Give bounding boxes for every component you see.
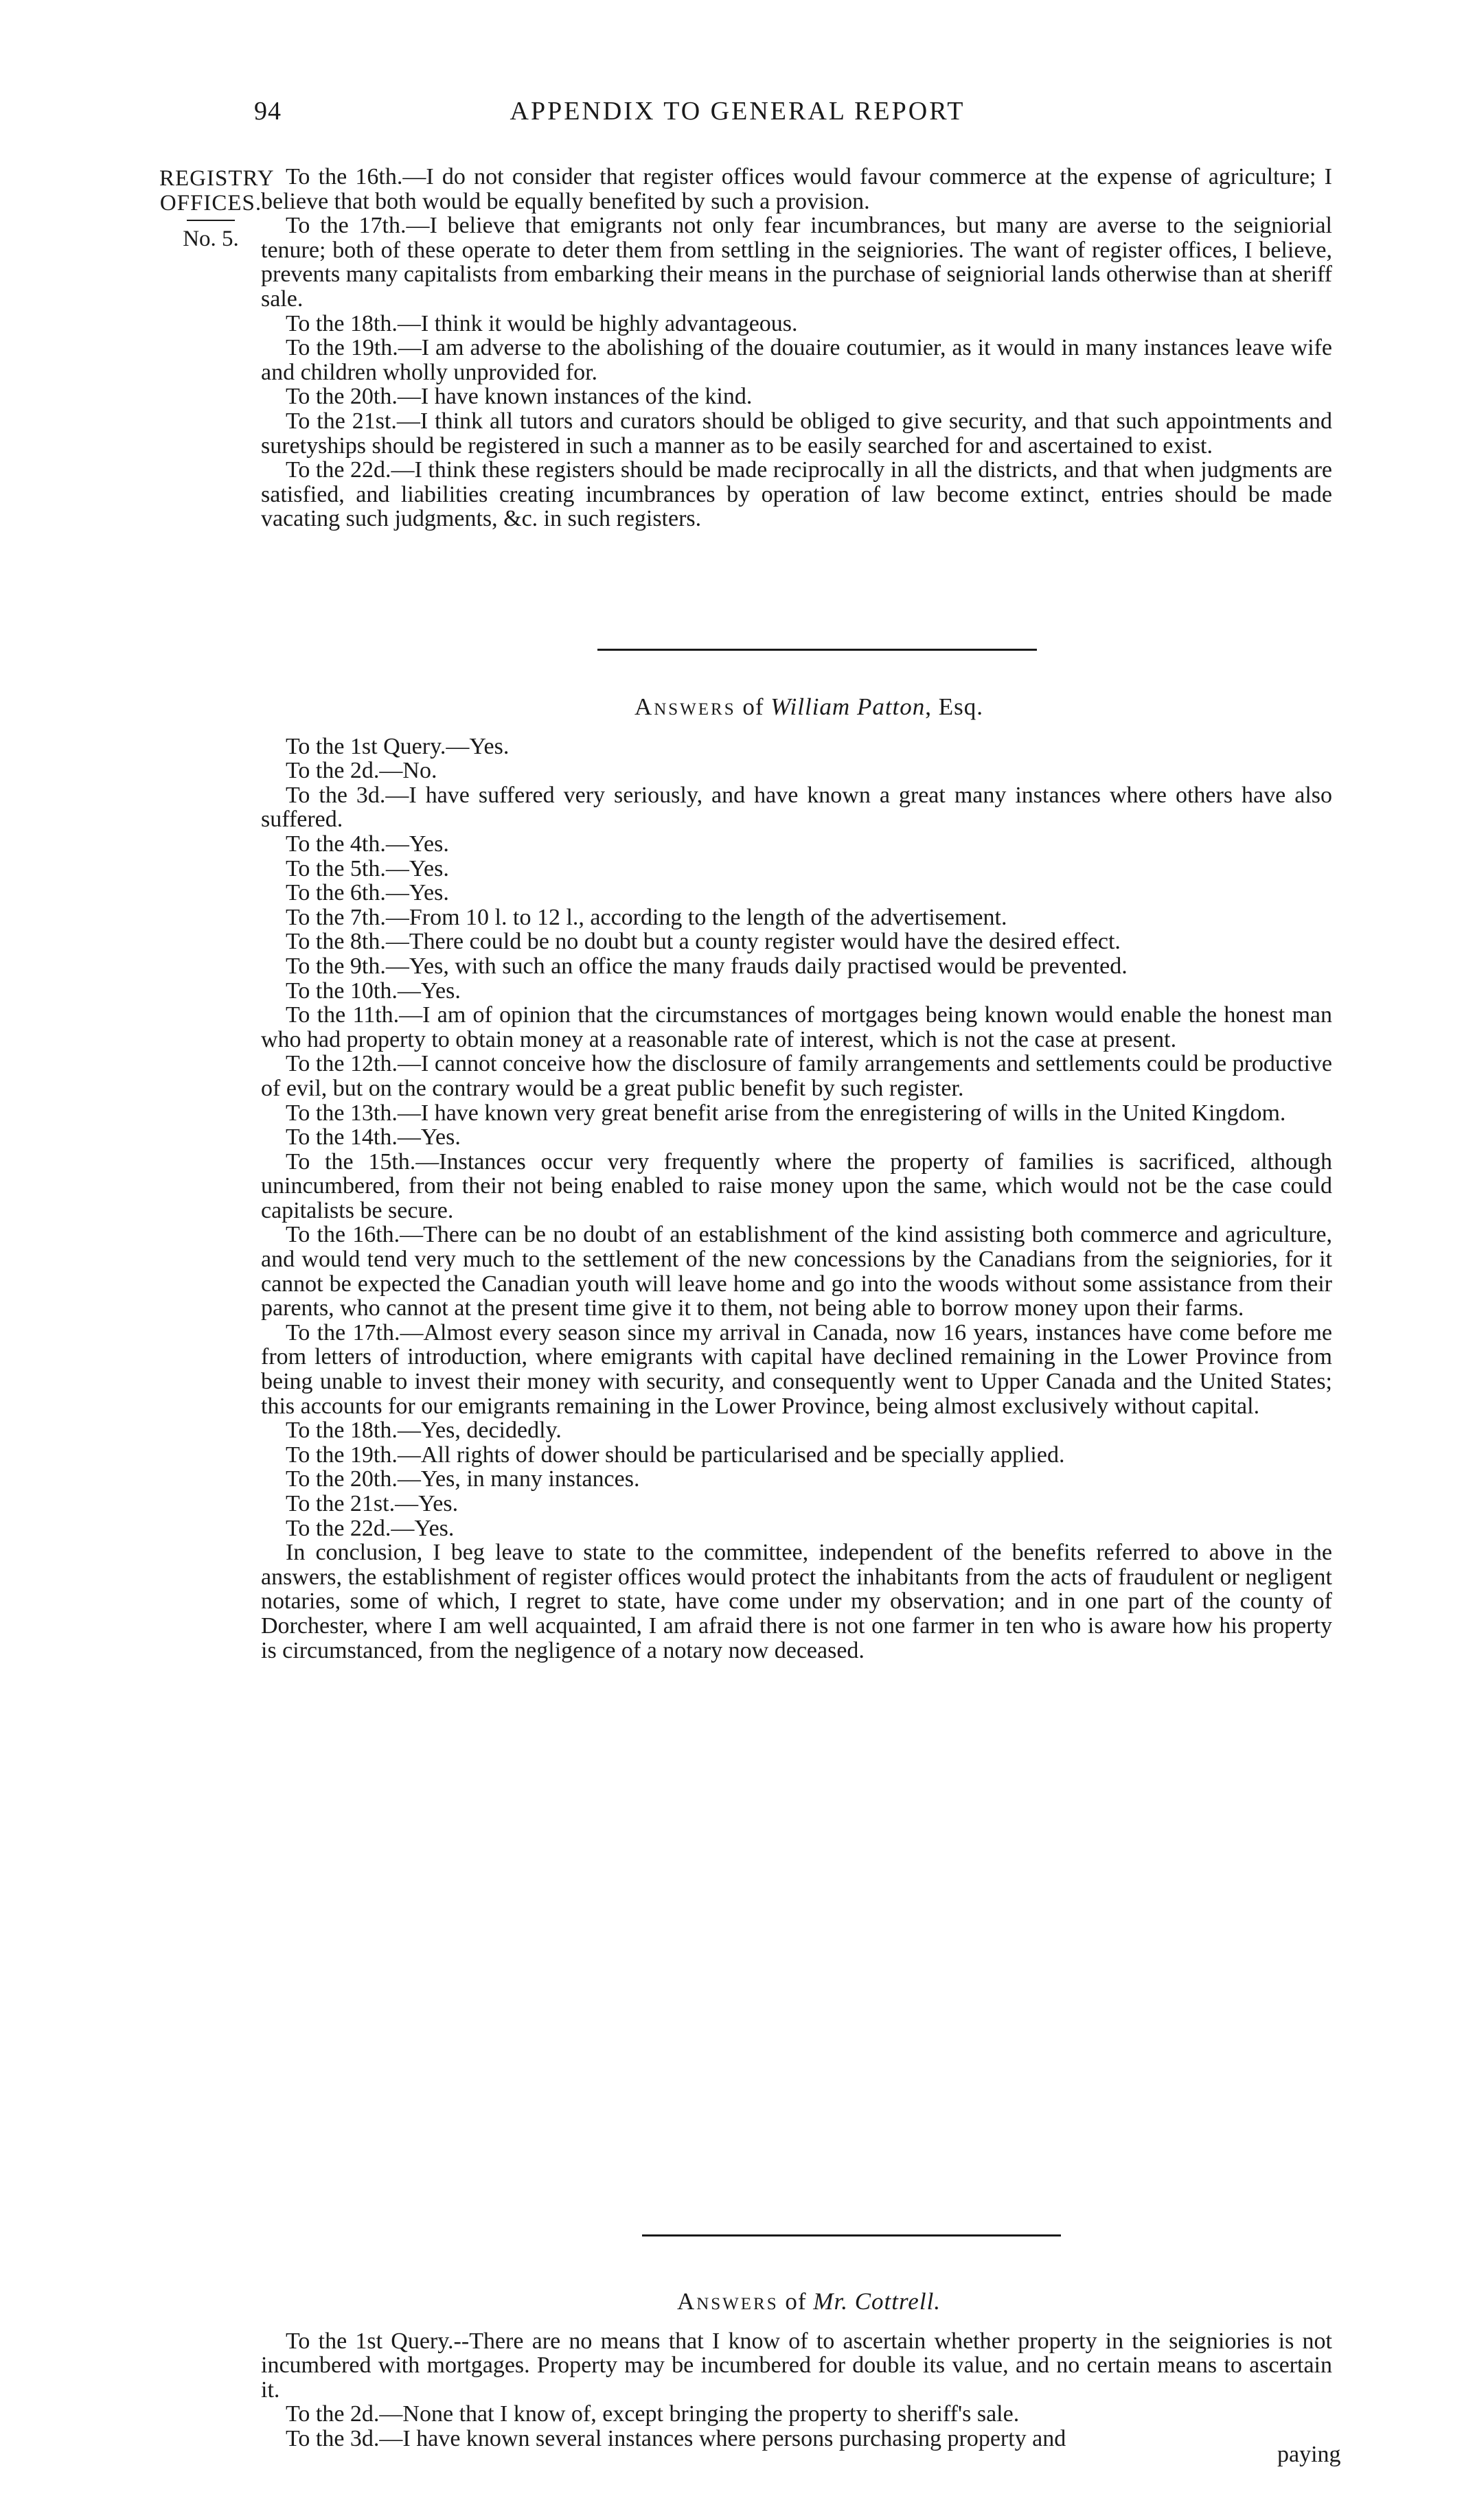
answer-paragraph: To the 10th.—Yes. xyxy=(286,978,461,1004)
answer-paragraph: To the 12th.—I cannot conceive how the disclosure of family arrangements and settlements could be productive of evil, but on the contrary would be a great public benefit by such register. xyxy=(261,1051,1332,1101)
answer-paragraph: To the 17th.—Almost every season since my arrival in Canada, now 16 years, instances have come before me from letters of introduction, where emigrants with capital have declined remaining in the Lower Province from being unable to invest their money with security, and consequently went to Upper Canada and the United States; this accounts for our emigrants remaining in the Lower Province, being almost exclusively without capital. xyxy=(261,1319,1332,1419)
margin-note-number: No. 5. xyxy=(183,227,239,251)
answer-paragraph: To the 20th.—Yes, in many instances. xyxy=(286,1466,640,1492)
answer-paragraph: To the 18th.—I think it would be highly advantageous. xyxy=(286,310,798,336)
answer-paragraph: To the 16th.—I do not consider that register offices would favour commerce at the expense of agriculture; I believe that both would be equally benefited by such a provision. xyxy=(261,164,1332,214)
section-continued-answers xyxy=(261,165,1332,531)
margin-note xyxy=(159,166,275,251)
answer-paragraph: To the 7th.—From 10 l. to 12 l., according to the length of the advertisement. xyxy=(286,904,1007,930)
answer-paragraph: To the 1st Query.—Yes. xyxy=(286,733,510,759)
section-mr-cottrell xyxy=(261,2289,1332,2451)
conclusion-paragraph: In conclusion, I beg leave to state to the committee, independent of the benefits referred to above in the answers, the establishment of register offices would protect the inhabitants from the acts of fraudulent or negligent notaries, some of which, I regret to state, have come under my observation; and in one part of the county of Dorchester, where I am well acquainted, I am afraid there is not one farmer in ten who is aware how his property is circumstanced, from the negligence of a notary now deceased. xyxy=(261,1540,1332,1663)
section-william-patton xyxy=(261,695,1332,1663)
page-number: 94 xyxy=(254,97,282,126)
answer-paragraph: To the 6th.—Yes. xyxy=(286,880,449,906)
answer-paragraph: To the 16th.—There can be no doubt of an establishment of the kind assisting both commerce and agriculture, and would tend very much to the settlement of the new concessions by the Canadians from the seigniories, for it cannot be expected the Canadian youth will leave home and go into the woods without some assistance from their parents, who cannot at the present time give it to them, not being able to borrow money upon their farms. xyxy=(261,1222,1332,1321)
answer-paragraph: To the 8th.—There could be no doubt but a county register would have the desired effect. xyxy=(286,929,1121,955)
answer-paragraph: To the 15th.—Instances occur very frequently where the property of families is sacrificed, although unincumbered, from their not being enabled to raise money upon the same, which would not be the case could capitalists be secure. xyxy=(261,1148,1332,1223)
answer-paragraph: To the 20th.—I have known instances of the kind. xyxy=(286,384,753,410)
answer-paragraph: To the 19th.—All rights of dower should be particularised and be specially applied. xyxy=(286,1442,1065,1468)
answer-paragraph: To the 21st.—I think all tutors and curators should be obliged to give security, and that such appointments and suretyships should be registered in such a manner as to be easily searched for and ascertained to exist. xyxy=(261,408,1332,459)
section-divider xyxy=(642,2234,1061,2236)
answer-paragraph: To the 21st.—Yes. xyxy=(286,1491,459,1516)
answer-paragraph: To the 18th.—Yes, decidedly. xyxy=(286,1418,562,1444)
margin-divider xyxy=(187,220,235,221)
answer-paragraph: To the 1st Query.--There are no means that I know of to ascertain whether property in the seigniories is not incumbered with mortgages. Property may be incumbered for double its value, and no certain means to ascertain it. xyxy=(261,2328,1332,2403)
catchword: paying xyxy=(1277,2442,1341,2467)
answer-paragraph: To the 22d.—Yes. xyxy=(286,1515,455,1541)
section-heading: Answers of William Patton, Esq. xyxy=(634,693,984,720)
section-heading: Answers of Mr. Cottrell. xyxy=(676,2288,941,2315)
answer-paragraph: To the 13th.—I have known very great benefit arise from the enregistering of wills in the United Kingdom. xyxy=(286,1100,1286,1126)
answer-paragraph: To the 22d.—I think these registers should be made reciprocally in all the districts, and that when judgments are satisfied, and liabilities creating incumbrances by operation of law become extinct, entries should be made vacating such judgments, &c. in such registers. xyxy=(261,457,1332,532)
margin-note-line1: REGISTRY xyxy=(159,166,275,191)
answer-paragraph: To the 14th.—Yes. xyxy=(286,1124,461,1151)
answer-paragraph: To the 2d.—None that I know of, except bringing the property to sheriff's sale. xyxy=(286,2401,1020,2427)
answer-paragraph: To the 17th.—I believe that emigrants not only fear incumbrances, but many are averse to the seigniorial tenure; both of these operate to deter them from settling in the seigniories. The want of register offices, I believe, prevents many capitalists from embarking their means in the purchase of seigniorial lands otherwise than at sheriff sale. xyxy=(261,213,1332,312)
answer-paragraph: To the 5th.—Yes. xyxy=(286,855,449,881)
answer-paragraph: To the 4th.—Yes. xyxy=(286,831,449,857)
answer-paragraph: To the 3d.—I have known several instances where persons purchasing property and xyxy=(286,2425,1066,2451)
margin-note-line2: OFFICES. xyxy=(159,191,262,216)
answer-paragraph: To the 11th.—I am of opinion that the circumstances of mortgages being known would enable the honest man who had property to obtain money at a reasonable rate of interest, which is not the case at present. xyxy=(261,1002,1332,1052)
section-divider xyxy=(597,649,1037,651)
answer-paragraph: To the 9th.—Yes, with such an office the many frauds daily practised would be prevented. xyxy=(286,953,1128,979)
answer-paragraph: To the 3d.—I have suffered very seriously, and have known a great many instances where others have also suffered. xyxy=(261,782,1332,833)
answer-paragraph: To the 2d.—No. xyxy=(286,758,437,784)
running-title: APPENDIX TO GENERAL REPORT xyxy=(510,97,965,126)
answer-paragraph: To the 19th.—I am adverse to the abolishing of the douaire coutumier, as it would in many instances leave wife and children wholly unprovided for. xyxy=(261,335,1332,385)
